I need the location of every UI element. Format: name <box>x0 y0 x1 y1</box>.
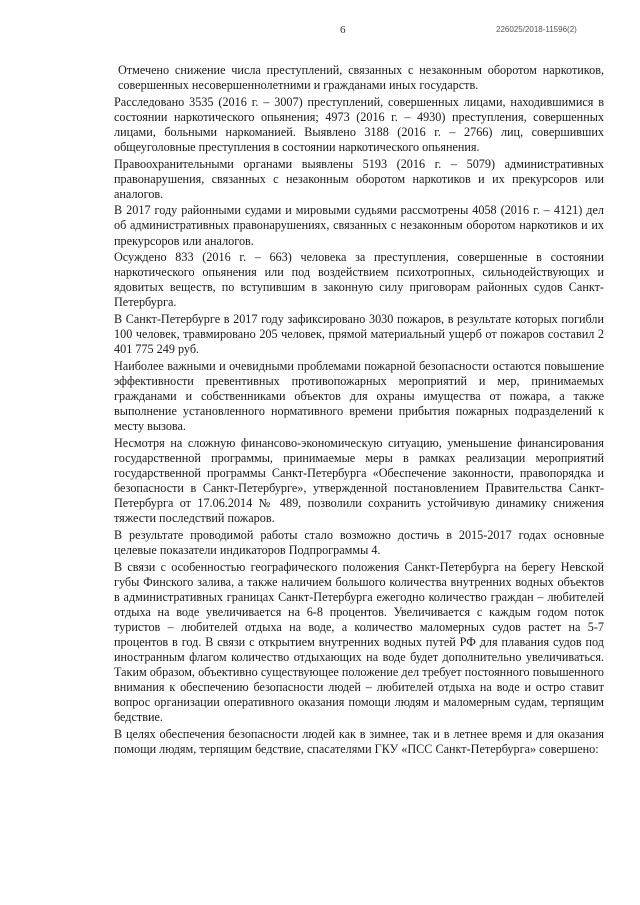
page-number: 6 <box>340 24 346 36</box>
paragraph-text: Отмечено снижение числа преступлений, связанных с незаконным оборотом наркотиков, совершенных несовершеннолетними и гражданами иных государств. <box>118 63 604 93</box>
paragraph <box>114 95 604 155</box>
paragraph <box>114 203 604 248</box>
paragraph <box>118 63 604 93</box>
paragraph-text: В связи с особенностью географического положения Санкт-Петербурга на берегу Невской губы Финского залива, а также наличием большого количества внутренних водных объектов в административных границах Санкт-Петербурга ежегодно количество граждан – любителей отдыха на воде увеличивается на 6-8 процентов. Увеличивается с каждым годом поток туристов – любителей отдыха на воде, а количество маломерных судов растет на 5-7 процентов в год. В связи с открытием внутренних водных путей РФ для плавания судов под иностранным флагом количество отдыхающих на воде будет дополнительно увеличиваться. Таким образом, объективно существующее положение дел требует постоянного повышенного внимания к обеспечению безопасности людей – любителей отдыха на воде и остро ставит вопрос организации оперативного оказания помощи людям и маломерным судам, терпящим бедствие. <box>114 559 604 725</box>
paragraph-text: В Санкт-Петербурге в 2017 году зафиксировано 3030 пожаров, в результате которых погибли 100 человек, травмировано 205 человек, прямой материальный ущерб от пожаров составил 2 401 775 249 руб. <box>114 312 604 357</box>
paragraph-text: Расследовано 3535 (2016 г. – 3007) преступлений, совершенных лицами, находившимися в состоянии наркотического опьянения; 4973 (2016 г. – 4930) преступления, совершенных лицами, больными наркоманией. Выявлено 3188 (2016 г. – 2766) лиц, совершивших общеуголовные преступления в состоянии наркотического опьянения. <box>114 94 604 154</box>
paragraph <box>114 528 604 558</box>
document-body <box>114 63 604 759</box>
paragraph <box>114 727 604 757</box>
paragraph <box>114 560 604 726</box>
paragraph <box>114 312 604 357</box>
paragraph-text: Несмотря на сложную финансово-экономическую ситуацию, уменьшение финансирования государственной программы, принимаемые меры в рамках реализации мероприятий государственной программы Санкт-Петербурга «Обеспечение законности, правопорядка и безопасности в Санкт-Петербурге», утвержденной постановлением Правительства Санкт-Петербурга от 17.06.2014 № 489, позволили сохранить устойчивую динамику снижения тяжести последствий пожаров. <box>114 435 604 526</box>
paragraph <box>114 157 604 202</box>
paragraph <box>114 359 604 434</box>
paragraph-text: В результате проводимой работы стало возможно достичь в 2015-2017 годах основные целевые показатели индикаторов Подпрограммы 4. <box>114 527 604 557</box>
paragraph-text: Осуждено 833 (2016 г. – 663) человека за преступления, совершенные в состоянии наркотического опьянения или под воздействием психотропных, сильнодействующих и ядовитых веществ, по вступившим в законную силу приговорам районных судов Санкт-Петербурга. <box>114 250 604 310</box>
paragraph-text: Наиболее важными и очевидными проблемами пожарной безопасности остаются повышение эффективности превентивных противопожарных мероприятий и мер, принимаемых гражданами и собственниками объектов для охраны имущества от пожара, а также выполнение установленного нормативного времени прибытия пожарных подразделений к месту вызова. <box>114 358 604 434</box>
document-id: 226025/2018-11596(2) <box>496 25 577 34</box>
paragraph-text: В целях обеспечения безопасности людей как в зимнее, так и в летнее время и для оказания помощи людям, терпящим бедствие, спасателями ГКУ «ПСС Санкт-Петербурга» совершено: <box>114 727 604 757</box>
paragraph-text: Правоохранительными органами выявлены 5193 (2016 г. – 5079) административных правонарушения, связанных с незаконным оборотом наркотиков и их прекурсоров или аналогов. <box>114 156 604 201</box>
paragraph <box>114 436 604 527</box>
paragraph <box>114 250 604 310</box>
paragraph-text: В 2017 году районными судами и мировыми судьями рассмотрены 4058 (2016 г. – 4121) дел об административных правонарушениях, связанных с незаконным оборотом наркотиков и их прекурсоров или аналогов. <box>114 203 604 248</box>
